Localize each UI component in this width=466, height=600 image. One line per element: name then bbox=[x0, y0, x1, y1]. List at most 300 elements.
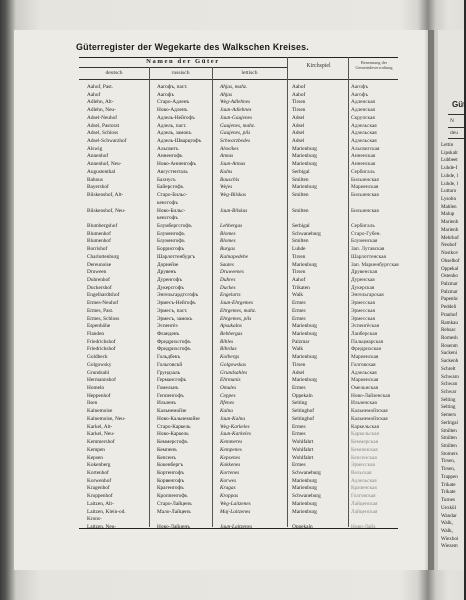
estate-russian: Геппенгофъ bbox=[157, 392, 184, 399]
estate-german: Kalnemoise, Neu- bbox=[87, 415, 126, 422]
municipality: Ильзенская bbox=[351, 400, 377, 407]
municipality: Кальнемойзская bbox=[351, 408, 388, 415]
municipality: Вельская bbox=[351, 469, 372, 476]
estate-german: Kepsen bbox=[87, 454, 103, 461]
estate-russian: Августенталь bbox=[157, 168, 188, 175]
municipality: Бильзенская bbox=[351, 207, 379, 214]
municipality: Дуренская bbox=[351, 276, 375, 283]
municipality: Адленская bbox=[351, 99, 375, 106]
estate-latvian: Kempenes bbox=[220, 446, 242, 453]
municipality: Анненская bbox=[351, 153, 376, 160]
estate-german: Kragenhof bbox=[87, 485, 110, 492]
estate-german: Kortenhof bbox=[87, 469, 109, 476]
estate-latvian: Duckes bbox=[220, 284, 236, 291]
estate-german: Golgowsky bbox=[87, 361, 112, 368]
parish: Tirsen bbox=[292, 361, 306, 368]
estate-latvian: Kalns bbox=[220, 168, 233, 175]
parish: Marienburg bbox=[292, 500, 317, 507]
estate-german: Laitzen, Klein-od. bbox=[87, 508, 126, 515]
right-page-entry: Luhde, l bbox=[441, 180, 458, 187]
right-page-entry: Ramkau bbox=[441, 319, 458, 326]
estate-russian: Ново-Кальнемойзе bbox=[157, 415, 200, 422]
parish: Marienburg bbox=[292, 508, 317, 515]
table-row bbox=[81, 516, 399, 524]
municipality: Дукерская bbox=[351, 284, 375, 291]
estate-german: Blumenhof bbox=[87, 238, 111, 245]
estate-russian: Бахнусъ bbox=[157, 176, 176, 183]
estate-russian: Блуменгофъ bbox=[157, 238, 185, 245]
parish: Serbigal bbox=[292, 222, 310, 229]
estate-german: Duckershof bbox=[87, 284, 112, 291]
estate-german: Heppenhof bbox=[87, 392, 111, 399]
table-row bbox=[81, 455, 399, 463]
table-row bbox=[81, 107, 399, 115]
estate-russian: Грундзаль bbox=[157, 369, 181, 376]
estate-russian: Ново-Адленъ bbox=[157, 107, 188, 114]
municipality: Бильзенская bbox=[351, 176, 379, 183]
estate-latvian: Bebbergas bbox=[220, 331, 243, 337]
right-page-entry: Trikate bbox=[441, 481, 456, 488]
municipality: Кальнемойзская bbox=[351, 415, 388, 422]
parish: Schwaneburg bbox=[292, 469, 321, 476]
table-row bbox=[81, 292, 399, 300]
estate-russian: Гольдбекъ bbox=[157, 354, 181, 361]
estate-german: Krons- bbox=[87, 516, 102, 523]
table-row bbox=[81, 208, 399, 216]
parish: Wohlfahrt bbox=[292, 439, 314, 446]
estate-german: Korwenhof bbox=[87, 477, 112, 484]
parish: Adsel bbox=[292, 138, 305, 145]
estate-russian: Гомельнъ bbox=[157, 385, 179, 392]
parish: Marienburg bbox=[292, 261, 317, 268]
municipality: Альсвигская bbox=[351, 145, 380, 152]
estate-russian: Байерсгофъ bbox=[157, 184, 184, 191]
right-page-title: Güt bbox=[452, 100, 466, 109]
parish: Trikaten bbox=[292, 284, 310, 291]
parish: Marienburg bbox=[292, 331, 317, 337]
estate-russian: Дукерсгофъ bbox=[157, 284, 184, 291]
right-page-entry: Sackeni bbox=[441, 350, 458, 357]
parish: Adsel bbox=[292, 122, 305, 129]
table-row bbox=[81, 146, 399, 154]
municipality: Адзельская bbox=[351, 122, 377, 129]
parish: Ermes bbox=[292, 431, 306, 438]
estate-latvian: Alswikes bbox=[220, 145, 239, 152]
right-page-entry: Mehrhof bbox=[441, 234, 459, 241]
estate-russian: Кортенгофъ bbox=[157, 469, 184, 476]
municipality: Фридрихская bbox=[351, 346, 381, 353]
parish: Wohlfahrt bbox=[292, 454, 314, 461]
estate-latvian: Kokkenes bbox=[220, 462, 241, 469]
municipality: Лайценская bbox=[351, 500, 378, 507]
estate-german: Goldbeck bbox=[87, 354, 108, 361]
estate-german: Ermes, Past. bbox=[87, 307, 114, 314]
table-row bbox=[81, 339, 399, 347]
parish: Schwaneburg bbox=[292, 493, 321, 500]
table-row bbox=[81, 99, 399, 107]
table-row bbox=[81, 238, 399, 246]
estate-latvian: Jaun-Karkeles bbox=[220, 431, 251, 438]
estate-russian: Эрмесъ, замокъ bbox=[157, 315, 193, 322]
estate-latvian: Ehrgemes, mahz. bbox=[220, 307, 257, 314]
parish: Ermes bbox=[292, 385, 306, 392]
estate-german: Charlottenburg bbox=[87, 253, 119, 260]
right-page-entry: Palzmar bbox=[441, 280, 458, 287]
estate-latvian: Korwes bbox=[220, 477, 237, 484]
table-row bbox=[81, 370, 399, 378]
municipality: Эрмесская bbox=[351, 462, 375, 469]
estate-latvian: Blomes bbox=[220, 230, 236, 237]
estate-latvian: Omules bbox=[220, 385, 237, 392]
estate-latvian: Schwarzbedes bbox=[220, 138, 251, 145]
right-page-entry: Lipskalr bbox=[441, 149, 458, 156]
estate-german: Druween bbox=[87, 269, 107, 276]
table-row bbox=[81, 385, 399, 393]
estate-latvian: Ehrmanis bbox=[220, 377, 241, 384]
municipality: Старо-Губен. bbox=[351, 230, 381, 237]
municipality: Зап. Лутавская bbox=[351, 246, 385, 253]
municipality: Сербигаль bbox=[351, 222, 375, 229]
estate-german: Bayershof bbox=[87, 184, 109, 191]
estate-latvian: Jaun-Adlehnes bbox=[220, 107, 252, 114]
table-row bbox=[81, 478, 399, 486]
table-row bbox=[81, 184, 399, 192]
estate-russian: Кроппенгофъ bbox=[157, 493, 188, 500]
parish: Serbigal bbox=[292, 168, 310, 175]
estate-latvian: Blomes bbox=[220, 238, 236, 245]
parish: Palzmar bbox=[292, 338, 310, 345]
parish: Tirsen bbox=[292, 99, 306, 106]
estate-latvian: Bihrdas bbox=[220, 346, 237, 353]
table-row bbox=[81, 130, 399, 138]
estate-russian: Дуренгофъ bbox=[157, 276, 182, 283]
estate-russian: Дорнейзе bbox=[157, 261, 179, 268]
right-page-entry: Lutturo bbox=[441, 188, 457, 195]
estate-german: Laitzen, Alt- bbox=[87, 500, 114, 507]
header-benennung-line2: Gemeindeverwaltung bbox=[355, 65, 393, 71]
table-row bbox=[81, 115, 399, 123]
parish: Aahof bbox=[292, 91, 306, 98]
municipality: Друвенская bbox=[351, 269, 378, 276]
table-row bbox=[81, 215, 399, 223]
parish: Ermes bbox=[292, 307, 306, 314]
right-page-entry: Tirsen, bbox=[441, 458, 456, 465]
parish: Marienburg bbox=[292, 153, 317, 160]
table-row bbox=[81, 231, 399, 239]
right-page-entry: Lettin bbox=[441, 142, 454, 148]
right-page-entry: Wiexhoi bbox=[441, 535, 459, 542]
estate-german: Friedrichshof bbox=[87, 346, 116, 353]
estate-latvian: Jaun-Laitzenes bbox=[220, 523, 253, 530]
estate-latvian: Apsukalns bbox=[220, 323, 242, 330]
right-page-entry: Ohselhof bbox=[441, 257, 460, 264]
parish: Adsel bbox=[292, 369, 305, 376]
page-title: Güterregister der Wegekarte des Walkschen Kreises. bbox=[76, 42, 309, 52]
estate-latvian: Ehrgemes, pils bbox=[220, 315, 252, 322]
right-page-list bbox=[441, 142, 464, 551]
table-row bbox=[81, 246, 399, 254]
estate-russian: Эрмесъ-Нейгофъ bbox=[157, 300, 196, 307]
estate-latvian: Wejes bbox=[220, 184, 233, 191]
table-row bbox=[81, 416, 399, 424]
parish: Tirsen bbox=[292, 107, 306, 114]
municipality: Адзельская bbox=[351, 477, 377, 484]
estate-german: Adsel-Schwarzhof bbox=[87, 138, 127, 145]
estate-latvian: Weg-Adlehnes bbox=[220, 99, 251, 106]
estate-latvian: Weg-Bilskas bbox=[220, 192, 246, 199]
estate-german: Hermannshof bbox=[87, 377, 116, 384]
estate-german: Adlehn, Neu- bbox=[87, 107, 116, 114]
estate-latvian: Kolbergs bbox=[220, 354, 240, 361]
estate-latvian: Golgowskas bbox=[220, 361, 246, 368]
estate-latvian: Jaun-Ehrgemes bbox=[220, 300, 254, 307]
estate-german: Espenhöhe bbox=[87, 323, 111, 330]
right-page-entry: Schrelt bbox=[441, 365, 456, 372]
right-page-entry: Marienb bbox=[441, 219, 459, 226]
municipality: Мариенская bbox=[351, 354, 379, 361]
estate-latvian: Annas bbox=[220, 153, 234, 160]
right-page-entry: Wandar bbox=[441, 512, 457, 519]
estate-russian: Блумбергсгофъ bbox=[157, 222, 192, 229]
right-page-entry: Selting bbox=[441, 404, 456, 411]
estate-german: Kroppenhof bbox=[87, 493, 113, 500]
right-page-entry: Ostenho bbox=[441, 273, 458, 280]
estate-russian: Аагофъ, паст. bbox=[157, 84, 188, 90]
table-row bbox=[81, 524, 399, 532]
table-row bbox=[81, 431, 399, 439]
municipality: Шарлоттенская bbox=[351, 253, 386, 260]
estate-russian: Ново-Каркель bbox=[157, 431, 189, 438]
estate-russian: Старо-Адленъ bbox=[157, 99, 190, 106]
estate-latvian: Jaun-Bilskas bbox=[220, 207, 248, 214]
parish: Ermes bbox=[292, 423, 306, 430]
estate-russian: Крагенгофъ bbox=[157, 485, 184, 492]
estate-latvian: Kalnapedehe bbox=[220, 253, 248, 260]
table-row bbox=[81, 501, 399, 509]
header-benennung bbox=[349, 60, 399, 71]
parish: Marienburg bbox=[292, 377, 317, 384]
table-row bbox=[81, 161, 399, 169]
estate-german: Aahof bbox=[87, 91, 101, 98]
estate-russian: Кокенбергъ bbox=[157, 462, 184, 469]
estate-latvian: Engelarts bbox=[220, 292, 241, 299]
estate-russian: Старо-Каркель bbox=[157, 423, 191, 430]
parish: Walk bbox=[292, 346, 304, 353]
estate-latvian: Kepsenes bbox=[220, 454, 241, 461]
estate-german: Kokenberg bbox=[87, 462, 111, 469]
parish: Adsel bbox=[292, 130, 305, 137]
table-row bbox=[81, 408, 399, 416]
right-page-entry: Stomers bbox=[441, 450, 458, 457]
right-page-entry: Pranhof bbox=[441, 311, 458, 318]
right-page-rule bbox=[448, 127, 464, 128]
estate-german: Homeln bbox=[87, 385, 105, 392]
estate-russian: Старо-Лайценъ bbox=[157, 500, 192, 507]
municipality: Бильзенская bbox=[351, 192, 379, 199]
table-row bbox=[81, 153, 399, 161]
estate-russian: Шарлоттенбургъ bbox=[157, 253, 196, 260]
estate-russian: Кеммерсгофъ bbox=[157, 439, 188, 446]
estate-german: Kalnemoise bbox=[87, 408, 113, 415]
right-page-entry: Trikate bbox=[441, 489, 456, 496]
table-row bbox=[81, 300, 399, 308]
estate-russian: Альсвигъ bbox=[157, 145, 179, 152]
estate-russian: кенсгофъ bbox=[157, 199, 178, 206]
parish: Smilten bbox=[292, 207, 309, 214]
right-page-entry: Neuhof bbox=[441, 242, 457, 249]
municipality: Кепсенская bbox=[351, 454, 377, 461]
estate-german: Engelhardtshof bbox=[87, 292, 120, 299]
table-row bbox=[81, 377, 399, 385]
right-page-entry: Schwar bbox=[441, 389, 457, 395]
municipality: Эрмесская bbox=[351, 307, 375, 314]
municipality: Голговская bbox=[351, 493, 376, 500]
parish: Marienburg bbox=[292, 145, 317, 152]
municipality: Ново-Лайз. bbox=[351, 523, 377, 530]
estate-german: Flanden bbox=[87, 331, 105, 337]
right-page-entry: Nostkov bbox=[441, 250, 459, 257]
right-page-subheader: deu bbox=[450, 130, 458, 136]
right-page-header: N bbox=[450, 118, 454, 124]
table-row bbox=[81, 177, 399, 185]
estate-russian: Энгельгардтсгофъ bbox=[157, 292, 199, 299]
right-page-entry: Schwaru bbox=[441, 373, 459, 380]
right-page-entry: Lysohn bbox=[441, 196, 456, 203]
estate-german: Blumenhof bbox=[87, 230, 111, 237]
municipality: Адзельская bbox=[351, 130, 377, 137]
estate-latvian: Kragas bbox=[220, 485, 236, 492]
estate-latvian: Duhres bbox=[220, 276, 236, 283]
estate-latvian: Lehbergas bbox=[220, 222, 243, 229]
parish: Smilten bbox=[292, 192, 309, 199]
estate-latvian: Sautes bbox=[220, 261, 234, 268]
estate-russian: Кепсенъ bbox=[157, 454, 176, 461]
estate-latvian: Ilfenes bbox=[220, 400, 235, 407]
table-row bbox=[81, 485, 399, 493]
municipality: Кеммерская bbox=[351, 439, 379, 446]
estate-russian: Кемпенъ bbox=[157, 446, 177, 453]
estate-german: Adlehn, Alt- bbox=[87, 99, 114, 106]
estate-russian: Адзель-Шварцгофъ bbox=[157, 138, 202, 145]
right-page-entry: Walk, bbox=[441, 527, 453, 534]
right-page-entry: Peddeli bbox=[441, 304, 457, 311]
parish: Marienburg bbox=[292, 184, 317, 191]
header-benennung-line1: Benennung der bbox=[360, 60, 388, 65]
right-page-entry: Turnes bbox=[441, 497, 455, 504]
right-page-entry: Luhde-I bbox=[441, 165, 458, 172]
estate-russian: Ильзенъ bbox=[157, 400, 176, 407]
estate-russian: Анненгофъ bbox=[157, 153, 183, 160]
estate-german: Ermes-Neuhof bbox=[87, 300, 119, 307]
table-row bbox=[81, 254, 399, 262]
table-row bbox=[81, 285, 399, 293]
table-row bbox=[81, 447, 399, 455]
parish: Ermes bbox=[292, 315, 306, 322]
municipality: Аагофъ bbox=[351, 91, 368, 98]
estate-latvian: Burgas bbox=[220, 246, 236, 253]
parish: Marienburg bbox=[292, 161, 317, 168]
right-page-entry: Smilten bbox=[441, 435, 457, 442]
estate-german: Karkel, Alt- bbox=[87, 423, 113, 430]
municipality: Каркельская bbox=[351, 423, 379, 430]
right-page-entry: Lubbeet bbox=[441, 157, 458, 164]
municipality: Скрупская bbox=[351, 114, 375, 121]
right-page-entry: Smilten bbox=[441, 427, 457, 434]
right-page-rule bbox=[448, 138, 464, 139]
estate-german: Borrishof bbox=[87, 246, 108, 253]
header-namen: Namen der Güter bbox=[146, 58, 220, 65]
estate-russian: Адзель, замокъ bbox=[157, 130, 192, 137]
parish: Wohlfahrt bbox=[292, 446, 314, 453]
parish: Ermes bbox=[292, 462, 306, 469]
right-page-entry: Wiezem bbox=[441, 543, 458, 550]
estate-latvian: Kemmeres bbox=[220, 439, 243, 446]
estate-latvian: Ceppes bbox=[220, 392, 236, 399]
estate-russian: Эрмесъ, паст. bbox=[157, 307, 188, 314]
estate-german: Annenhof, Neu- bbox=[87, 161, 122, 168]
estate-latvian: Kortenes bbox=[220, 469, 240, 476]
right-page-entry: Schwan bbox=[441, 381, 458, 388]
estate-latvian: Kalna bbox=[220, 408, 233, 415]
municipality: Адзельская bbox=[351, 369, 377, 376]
table-row bbox=[81, 269, 399, 277]
parish: Ermes bbox=[292, 300, 306, 307]
table-row bbox=[81, 84, 399, 92]
estate-latvian: Weg-Laitzenes bbox=[220, 500, 251, 507]
right-page-entry: Palzmar bbox=[441, 288, 458, 295]
estate-russian: Старо-Бильс- bbox=[157, 192, 188, 199]
estate-german: Bilskenshof, Alt- bbox=[87, 192, 124, 199]
header-lettisch: lettisch bbox=[241, 70, 258, 76]
estate-german: Bilskenshof, Neu- bbox=[87, 207, 126, 214]
estate-german: Adsel-Neuhof bbox=[87, 114, 118, 121]
table-row bbox=[81, 223, 399, 231]
municipality: Краченская bbox=[351, 485, 377, 492]
right-page-entry: Luhde, l bbox=[441, 172, 458, 179]
parish: Oppekaln bbox=[292, 392, 313, 399]
estate-russian: Фридрихсгофъ bbox=[157, 346, 191, 353]
estate-russian: Гольговскй bbox=[157, 361, 183, 368]
estate-latvian: Ahjas bbox=[220, 91, 233, 98]
estate-german: Adsel, Schloss bbox=[87, 130, 119, 137]
parish: Seltinghof bbox=[292, 408, 315, 415]
table-row bbox=[81, 439, 399, 447]
parish: Marienburg bbox=[292, 354, 317, 361]
estate-russian: Ново-Бильс- bbox=[157, 207, 186, 214]
right-page-entry: Semers bbox=[441, 412, 456, 419]
municipality: Каркельская bbox=[351, 431, 379, 438]
estate-german: Bahnus bbox=[87, 176, 103, 183]
table-row bbox=[81, 169, 399, 177]
estate-latvian: Jaun-Annas bbox=[220, 161, 246, 168]
parish: Marienburg bbox=[292, 323, 317, 330]
municipality: Мариенская bbox=[351, 184, 379, 191]
parish: Aahof bbox=[292, 276, 306, 283]
estate-russian: Адзель, паст. bbox=[157, 122, 187, 129]
estate-russian: Фридрихсгофъ bbox=[157, 338, 191, 345]
municipality: Эрмесская bbox=[351, 300, 375, 307]
header-russisch: russisch bbox=[171, 70, 190, 76]
estate-russian: Корвенгофъ bbox=[157, 477, 185, 484]
estate-russian: Ново-Лайценъ bbox=[157, 523, 190, 530]
table-row bbox=[81, 509, 399, 517]
estate-german: Grundsahl bbox=[87, 369, 110, 376]
header-rule bbox=[79, 67, 287, 68]
right-page-entry: Tirsen, bbox=[441, 466, 456, 473]
table-row bbox=[81, 92, 399, 100]
estate-russian: Фланденъ bbox=[157, 331, 180, 337]
estate-russian: Друвенъ bbox=[157, 269, 177, 276]
